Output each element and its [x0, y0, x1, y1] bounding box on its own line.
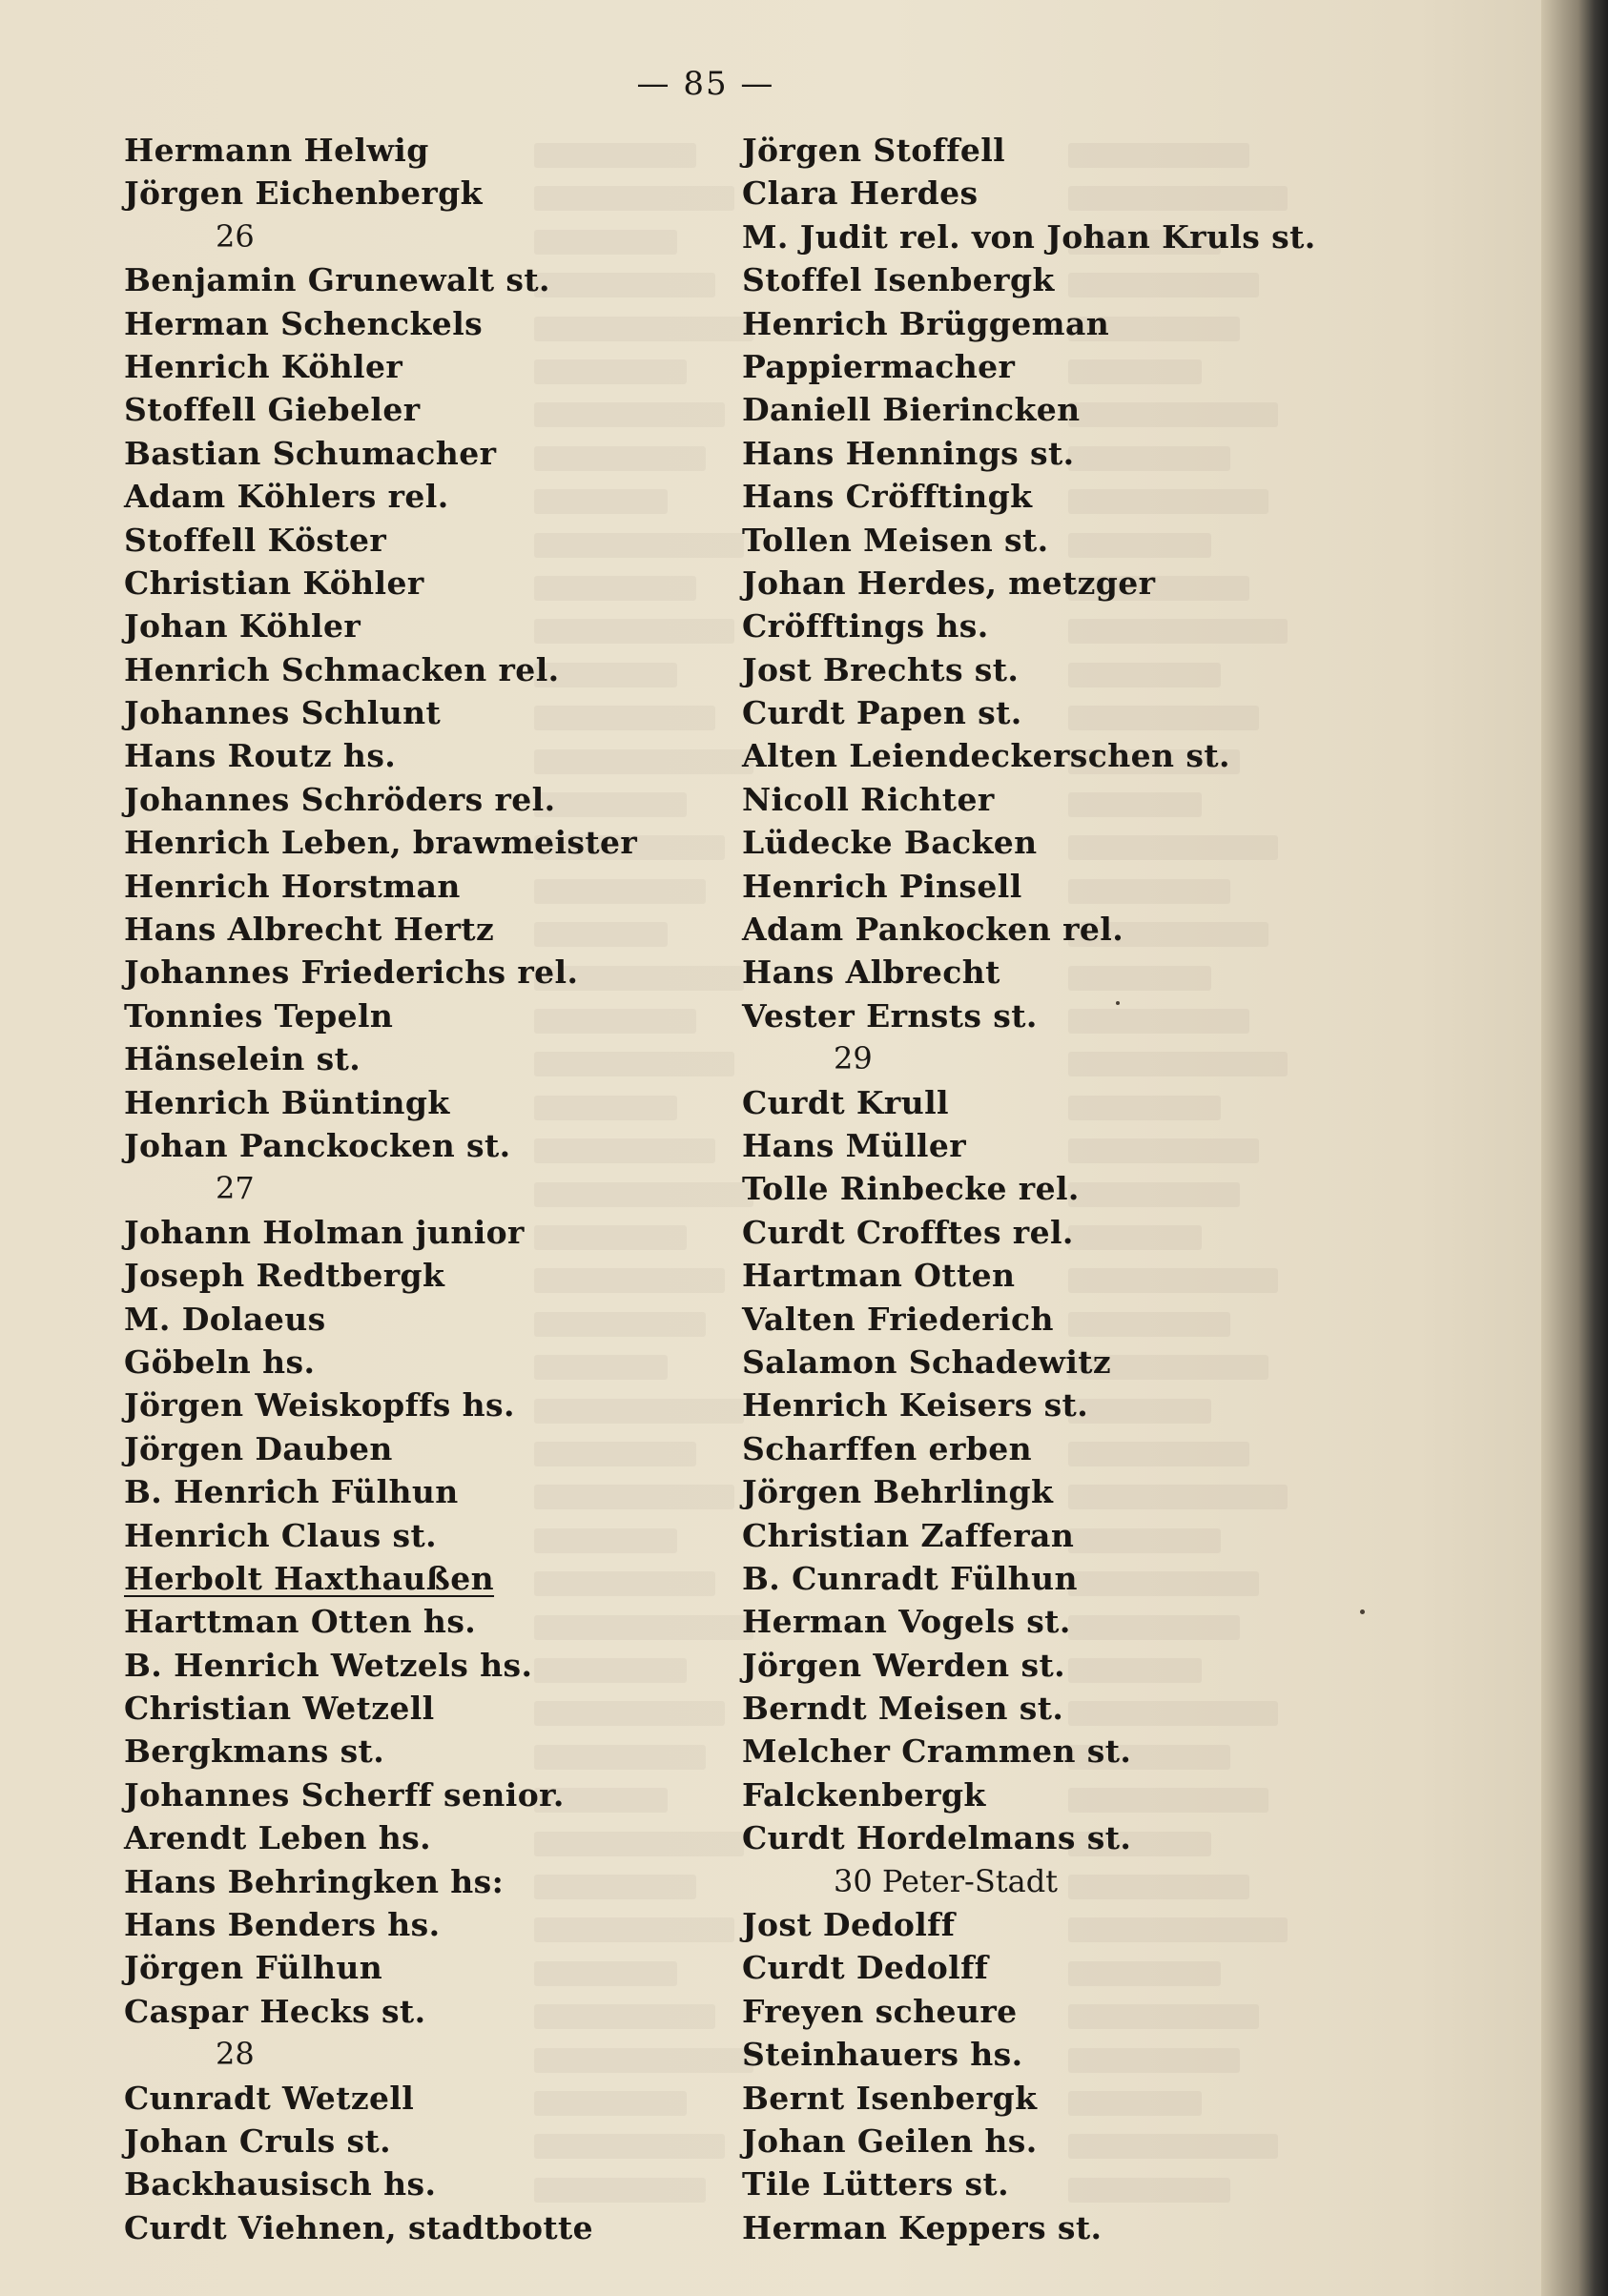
list-entry: Nicoll Richter	[742, 780, 995, 818]
list-entry: Hänselein st.	[124, 1040, 361, 1078]
page-number: — 85 —	[636, 65, 775, 103]
list-entry: Johan Panckocken st.	[124, 1126, 511, 1164]
list-entry: Stoffell Köster	[124, 521, 387, 559]
list-entry: Johannes Schröders rel.	[124, 780, 556, 818]
list-entry: Christian Köhler	[124, 564, 424, 602]
list-entry: Jost Dedolff	[742, 1906, 956, 1944]
block-number: 29	[834, 1040, 873, 1077]
list-entry: Johannes Scherff senior.	[124, 1775, 565, 1814]
list-entry: Freyen scheure	[742, 1992, 1018, 2030]
list-entry: Vester Ernsts st.	[742, 996, 1038, 1035]
list-entry: Curdt Papen st.	[742, 694, 1022, 732]
list-entry: Stoffel Isenbergk	[742, 261, 1055, 299]
list-entry: Steinhauers hs.	[742, 2036, 1023, 2074]
list-entry: Hermann Helwig	[124, 132, 429, 169]
list-entry: Hans Albrecht Hertz	[124, 911, 495, 949]
list-entry: Christian Zafferan	[742, 1516, 1075, 1554]
list-entry: Hans Müller	[742, 1126, 966, 1164]
list-entry: Hans Cröfftingk	[742, 478, 1033, 516]
book-gutter-shadow	[1541, 0, 1608, 2296]
list-entry: Alten Leiendeckerschen st.	[742, 737, 1230, 775]
list-entry: Jörgen Dauben	[124, 1429, 393, 1467]
list-entry: Curdt Crofftes rel.	[742, 1213, 1074, 1251]
list-entry: Joseph Redtbergk	[124, 1257, 445, 1295]
list-entry: Hans Benders hs.	[124, 1906, 441, 1944]
list-entry: Curdt Dedolff	[742, 1949, 989, 1987]
list-entry: M. Dolaeus	[124, 1300, 326, 1338]
list-entry: Christian Wetzell	[124, 1690, 435, 1728]
list-entry: Jörgen Stoffell	[742, 132, 1006, 169]
list-entry: Johann Holman junior	[124, 1213, 525, 1251]
list-entry: Arendt Leben hs.	[124, 1819, 431, 1857]
list-entry: Bergkmans st.	[124, 1732, 385, 1771]
list-entry: Hans Behringken hs:	[124, 1862, 505, 1900]
list-entry: Göbeln hs.	[124, 1343, 316, 1381]
list-entry: Cunradt Wetzell	[124, 2079, 415, 2117]
block-number: 28	[216, 2036, 255, 2073]
block-number: 30 Peter-Stadt	[834, 1862, 1059, 1899]
list-entry: Harttman Otten hs.	[124, 1603, 477, 1641]
ink-speck	[1360, 1609, 1365, 1614]
list-entry: Benjamin Grunewalt st.	[124, 261, 550, 299]
list-entry: Henrich Leben, brawmeister	[124, 824, 638, 862]
list-entry: Henrich Pinsell	[742, 867, 1022, 905]
list-entry: Stoffell Giebeler	[124, 391, 421, 429]
list-entry: Bastian Schumacher	[124, 434, 497, 472]
list-entry: Tolle Rinbecke rel.	[742, 1170, 1080, 1208]
list-entry: Curdt Viehnen, stadtbotte	[124, 2208, 594, 2246]
list-entry: B. Cunradt Fülhun	[742, 1559, 1078, 1597]
block-number: 27	[216, 1170, 255, 1207]
list-entry: Herbolt Haxthaußen	[124, 1559, 495, 1597]
list-entry: Daniell Bierincken	[742, 391, 1081, 429]
list-entry: Jörgen Behrlingk	[742, 1473, 1054, 1511]
list-entry: Curdt Hordelmans st.	[742, 1819, 1132, 1857]
list-entry: Jörgen Werden st.	[742, 1646, 1065, 1684]
list-entry: Hans Albrecht	[742, 953, 1000, 992]
list-entry: Johan Köhler	[124, 607, 361, 646]
list-entry: Johan Geilen hs.	[742, 2122, 1038, 2160]
list-entry: B. Henrich Fülhun	[124, 1473, 459, 1511]
list-entry: Henrich Brüggeman	[742, 304, 1110, 342]
list-entry: Hans Hennings st.	[742, 434, 1075, 472]
list-entry: Clara Herdes	[742, 174, 979, 213]
list-entry: Curdt Krull	[742, 1083, 949, 1121]
list-entry: Johan Cruls st.	[124, 2122, 392, 2160]
list-entry: Salamon Schadewitz	[742, 1343, 1112, 1381]
list-entry: Adam Pankocken rel.	[742, 911, 1124, 949]
list-entry: Herman Schenckels	[124, 304, 484, 342]
list-entry: Cröfftings hs.	[742, 607, 989, 646]
list-entry: Melcher Crammen st.	[742, 1732, 1132, 1771]
block-number: 26	[216, 217, 255, 255]
list-entry: Henrich Büntingk	[124, 1083, 450, 1121]
list-entry: Jost Brechts st.	[742, 650, 1020, 688]
left-column	[124, 129, 637, 2249]
list-entry: Henrich Claus st.	[124, 1516, 438, 1554]
list-entry: Falckenbergk	[742, 1775, 986, 1814]
list-entry: Jörgen Fülhun	[124, 1949, 383, 1987]
list-entry: Johannes Friederichs rel.	[124, 953, 579, 992]
list-entry: Tile Lütters st.	[742, 2165, 1009, 2204]
right-column	[742, 129, 1316, 2249]
list-entry: B. Henrich Wetzels hs.	[124, 1646, 533, 1684]
list-entry: Herman Vogels st.	[742, 1603, 1071, 1641]
list-entry: Johan Herdes, metzger	[742, 564, 1156, 602]
list-entry: Jörgen Eichenbergk	[124, 174, 483, 213]
ink-speck	[1116, 1001, 1120, 1005]
list-entry: Henrich Keisers st.	[742, 1386, 1089, 1425]
list-entry: Lüdecke Backen	[742, 824, 1038, 862]
list-entry: Valten Friederich	[742, 1300, 1054, 1338]
list-entry: Tollen Meisen st.	[742, 521, 1049, 559]
list-entry: Adam Köhlers rel.	[124, 478, 449, 516]
list-entry: Hartman Otten	[742, 1257, 1016, 1295]
list-entry: Backhausisch hs.	[124, 2165, 437, 2204]
list-entry: Tonnies Tepeln	[124, 996, 394, 1035]
list-entry: Henrich Horstman	[124, 867, 461, 905]
list-entry: Jörgen Weiskopffs hs.	[124, 1386, 515, 1425]
list-entry: Bernt Isenbergk	[742, 2079, 1038, 2117]
list-entry: Henrich Köhler	[124, 347, 403, 385]
list-entry: Caspar Hecks st.	[124, 1992, 426, 2030]
list-entry: Hans Routz hs.	[124, 737, 397, 775]
list-entry: Berndt Meisen st.	[742, 1690, 1064, 1728]
list-entry: Scharffen erben	[742, 1429, 1032, 1467]
list-entry: Henrich Schmacken rel.	[124, 650, 560, 688]
list-entry: Johannes Schlunt	[124, 694, 442, 732]
list-entry: M. Judit rel. von Johan Kruls st.	[742, 217, 1316, 256]
list-entry: Pappiermacher	[742, 347, 1016, 385]
list-entry: Herman Keppers st.	[742, 2208, 1103, 2246]
